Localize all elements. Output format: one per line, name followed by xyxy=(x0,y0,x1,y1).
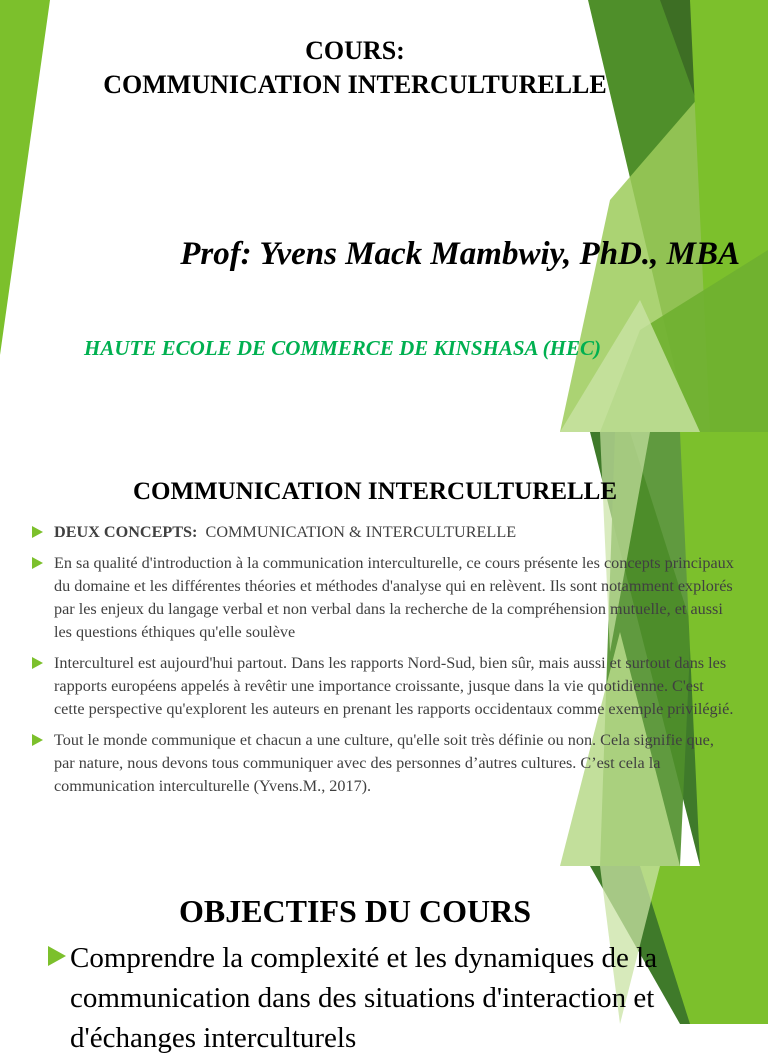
professor-name: Prof: Yvens Mack Mambwiy, PhD., MBA xyxy=(180,236,740,272)
bullet-arrow-icon xyxy=(48,946,66,966)
bullet-2-text: En sa qualité d'introduction à la communication interculturelle, ce cours présente les concepts principaux du domaine et les différentes théories et méthodes d'analyse qui en relèvent. Ils sont notamment explorés par les enjeux du langage verbal et non verbal dans la recherche de la compréhension mutuelle, et aussi les questions éthiques qu'elle soulève xyxy=(54,554,734,641)
slide-3-bullets xyxy=(48,938,738,1058)
slide-2 xyxy=(0,432,768,866)
bullet-arrow-icon xyxy=(32,734,43,746)
list-item xyxy=(32,552,738,644)
bullet-arrow-icon xyxy=(32,657,43,669)
list-item xyxy=(48,938,738,1058)
title-line-1: COURS: xyxy=(305,36,405,65)
bullet-1-rest: COMMUNICATION & INTERCULTURELLE xyxy=(205,523,517,541)
slide-3-title: OBJECTIFS DU COURS xyxy=(178,893,532,929)
bullet-3-text: Interculturel est aujourd'hui partout. Dans les rapports Nord-Sud, bien sûr, mais aussi et surtout dans les rapports européens appelés à revêtir une importance croissante, jusque dans la vie quotidienne. C'est cette perspective qu'explorent les auteurs en prenant les rapports occidentaux comme exemple privilégié. xyxy=(54,654,734,718)
bullet-arrow-icon xyxy=(32,557,43,569)
slide-3 xyxy=(0,866,768,1054)
slide-2-bullets xyxy=(32,521,738,806)
institution-name: HAUTE ECOLE DE COMMERCE DE KINSHASA (HEC) xyxy=(84,336,601,360)
list-item xyxy=(32,652,738,721)
bullet-arrow-icon xyxy=(32,526,43,538)
list-item xyxy=(32,729,738,798)
slide-1 xyxy=(0,0,768,432)
objective-1-text: Comprendre la complexité et les dynamiques de la communication dans des situations d'interaction et d'échanges interculturels xyxy=(70,942,658,1054)
bullet-4-text: Tout le monde communique et chacun a une culture, qu'elle soit très définie ou non. Cela signifie que, par nature, nous devons tous communiquer avec des personnes d’autres cultures. C’est cela la communication interculturelle (Yvens.M., 2017). xyxy=(54,731,714,795)
slide-1-title xyxy=(0,34,710,102)
list-item xyxy=(32,521,738,544)
bullet-1-bold: DEUX CONCEPTS: xyxy=(54,523,198,541)
title-line-2: COMMUNICATION INTERCULTURELLE xyxy=(103,70,607,99)
slide-2-title: COMMUNICATION INTERCULTURELLE xyxy=(132,478,618,505)
